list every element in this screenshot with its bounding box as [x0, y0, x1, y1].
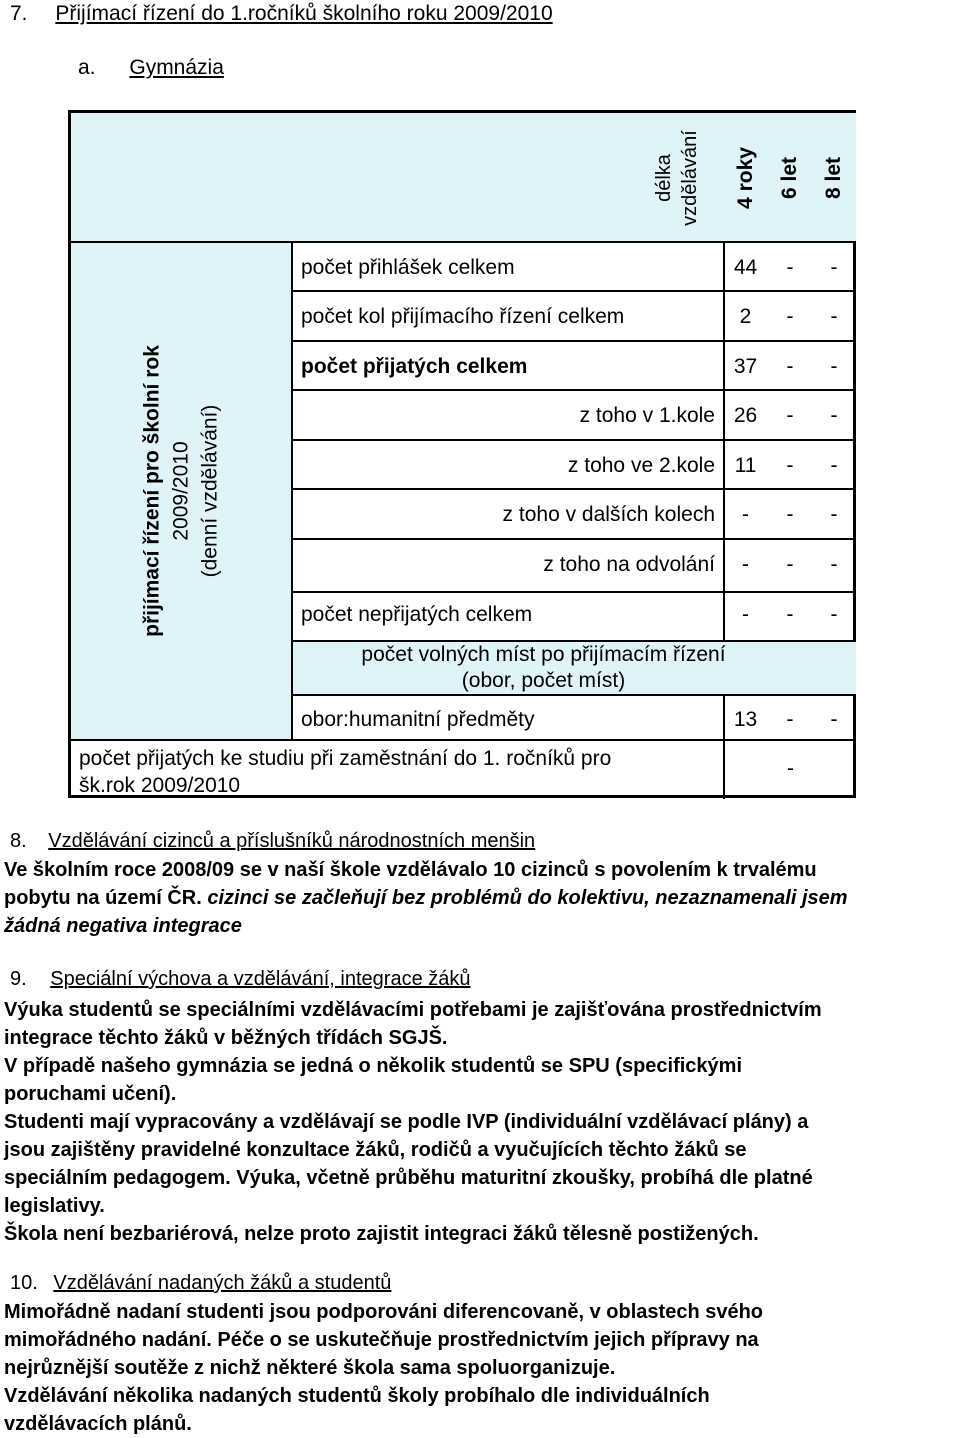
section-9-line: Studenti mají vypracovány a vzdělávají se podle IVP (individuální vzdělávací plány) a — [4, 1111, 809, 1133]
section-7-title: Přijímací řízení do 1.ročníků školního roku 2009/2010 — [55, 2, 553, 25]
section-9-line: jsou zajištěny pravidelné konzultace žáků, rodičů a vyučujících těchto žáků se — [4, 1139, 747, 1161]
row-kolo1-v3: - — [830, 404, 838, 427]
row-obor-v3: - — [830, 708, 838, 731]
section-8-body — [0, 856, 960, 940]
row-neprijati-v2: - — [786, 603, 794, 626]
section-9-line: integrace těchto žáků v běžných třídách SGJŠ. — [4, 1027, 448, 1049]
row-obor-v1: 13 — [733, 708, 758, 731]
section-8-line1: Ve školním roce 2008/09 se v naší škole vzdělávalo 10 cizinců s povolením k trvalému — [4, 859, 817, 881]
zamest-value: - — [787, 757, 794, 780]
section-9-body — [0, 996, 960, 1248]
row-obor-v2: - — [786, 708, 794, 731]
row-kola-v2: - — [786, 305, 794, 328]
section-8-line2 — [0, 884, 960, 912]
section-7-number: 7. — [10, 2, 28, 25]
section-10-line: Vzdělávání několika nadaných studentů školy probíhalo dle individuálních — [4, 1385, 710, 1407]
section-10-line: nejrůznější soutěže z nichž některé škola sama spoluorganizuje. — [4, 1357, 616, 1379]
subsection-a-letter: a. — [78, 56, 96, 79]
section-10-body — [0, 1298, 960, 1438]
header-delka: délka — [653, 153, 675, 202]
row-prihlasky-v2: - — [786, 256, 794, 279]
section-9-title: Speciální výchova a vzdělávání, integrace žáků — [50, 968, 471, 990]
section-9-line: Škola není bezbariérová, nelze proto zajistit integraci žáků tělesně postižených. — [4, 1223, 759, 1245]
header-col3-cell — [812, 113, 856, 242]
row-neprijati-label: počet nepřijatých celkem — [301, 603, 533, 626]
section-8-line2-bold: pobytu na území ČR. — [4, 887, 202, 909]
row-kolo1-v2: - — [786, 404, 794, 427]
zamest-line1: počet přijatých ke studiu při zaměstnání do 1. ročníků pro — [79, 747, 612, 770]
section-9-line: poruchami učení). — [4, 1083, 177, 1105]
volna-mista-line1: počet volných míst po přijímacím řízení — [361, 643, 726, 666]
section-9-line: Výuka studentů se speciálními vzdělávacími potřebami je zajišťována prostřednictvím — [4, 999, 822, 1021]
side-label-line2: 2009/2010 — [169, 440, 193, 541]
row-odvolani-label: z toho na odvolání — [543, 553, 715, 576]
header-col2: 6 let — [778, 156, 801, 199]
section-9-line: legislativy. — [4, 1195, 105, 1217]
admissions-table — [68, 110, 856, 798]
row-obor-label: obor:humanitní předměty — [301, 708, 535, 731]
section-9-line: V případě našeho gymnázia se jedná o několik studentů se SPU (specifickými — [4, 1055, 743, 1077]
header-col1-cell — [723, 113, 768, 242]
row-prihlasky-v1: 44 — [733, 256, 758, 279]
row-dalsi-kola-label: z toho v dalších kolech — [502, 503, 715, 526]
section-8-line3: žádná negativa integrace — [4, 915, 242, 937]
section-10-line: vzdělávacích plánů. — [4, 1413, 192, 1435]
row-kola-v1: 2 — [739, 305, 752, 328]
row-kolo2-v2: - — [786, 454, 794, 477]
row-neprijati-v3: - — [830, 603, 838, 626]
row-prijati-v1: 37 — [733, 355, 758, 378]
side-label-line3: (denní vzdělávání) — [198, 404, 222, 577]
row-odvolani-v2: - — [786, 553, 794, 576]
section-9-line: speciálním pedagogem. Výuka, včetně průběhu maturitní zkoušky, probíhá dle platné — [4, 1167, 813, 1189]
section-8-line2-italic: cizinci se začleňují bez problémů do kolektivu, nezaznamenali jsem — [201, 887, 848, 909]
row-kolo2-v1: 11 — [734, 454, 757, 477]
row-kolo2-label: z toho ve 2.kole — [567, 454, 715, 477]
header-vzdelavani: vzdělávání — [679, 129, 701, 226]
section-10-line: Mimořádně nadaní studenti jsou podporováni diferencovaně, v oblastech svého — [4, 1301, 764, 1323]
section-9-number: 9. — [10, 968, 27, 990]
section-9-heading — [10, 968, 471, 991]
side-label — [71, 242, 291, 739]
row-prihlasky-label: počet přihlášek celkem — [301, 256, 515, 279]
row-dalsi-kola-v2: - — [786, 503, 794, 526]
row-kolo1-v1: 26 — [733, 404, 758, 427]
row-prihlasky-v3: - — [830, 256, 838, 279]
row-odvolani-v1: - — [742, 553, 749, 576]
header-delka-cell — [631, 113, 723, 242]
header-col1: 4 roky — [733, 146, 757, 209]
row-odvolani-v3: - — [830, 553, 838, 576]
row-prijati-v2: - — [786, 355, 794, 378]
header-col2-cell — [768, 113, 812, 242]
row-prijati-v3: - — [830, 355, 838, 378]
row-dalsi-kola-v1: - — [742, 503, 749, 526]
volna-mista-line2: (obor, počet míst) — [461, 669, 626, 692]
zamest-line2: šk.rok 2009/2010 — [79, 774, 241, 797]
subsection-a-heading — [78, 56, 224, 80]
section-10-title: Vzdělávání nadaných žáků a studentů — [53, 1272, 392, 1294]
row-dalsi-kola-v3: - — [830, 503, 838, 526]
header-col3: 8 let — [822, 156, 845, 199]
row-kola-label: počet kol přijímacího řízení celkem — [301, 305, 625, 328]
subsection-a-title: Gymnázia — [129, 56, 224, 79]
section-8-number: 8. — [10, 830, 27, 852]
section-10-heading — [10, 1272, 391, 1295]
row-kolo2-v3: - — [830, 454, 838, 477]
zamest-label — [79, 745, 611, 799]
volna-mista-cell — [291, 642, 856, 694]
row-prijati-label: počet přijatých celkem — [301, 355, 528, 378]
row-neprijati-v1: - — [742, 603, 749, 626]
section-8-title: Vzdělávání cizinců a příslušníků národnostních menšin — [48, 830, 536, 852]
section-10-number: 10. — [10, 1272, 38, 1294]
row-kola-v3: - — [830, 305, 838, 328]
section-7-heading — [10, 2, 553, 26]
row-kolo1-label: z toho v 1.kole — [579, 404, 715, 427]
section-8-heading — [10, 830, 535, 853]
section-10-line: mimořádného nadání. Péče o se uskutečňuje prostřednictvím jejich přípravy na — [4, 1329, 759, 1351]
side-label-line1: přijímací řízení pro školní rok — [140, 344, 164, 637]
